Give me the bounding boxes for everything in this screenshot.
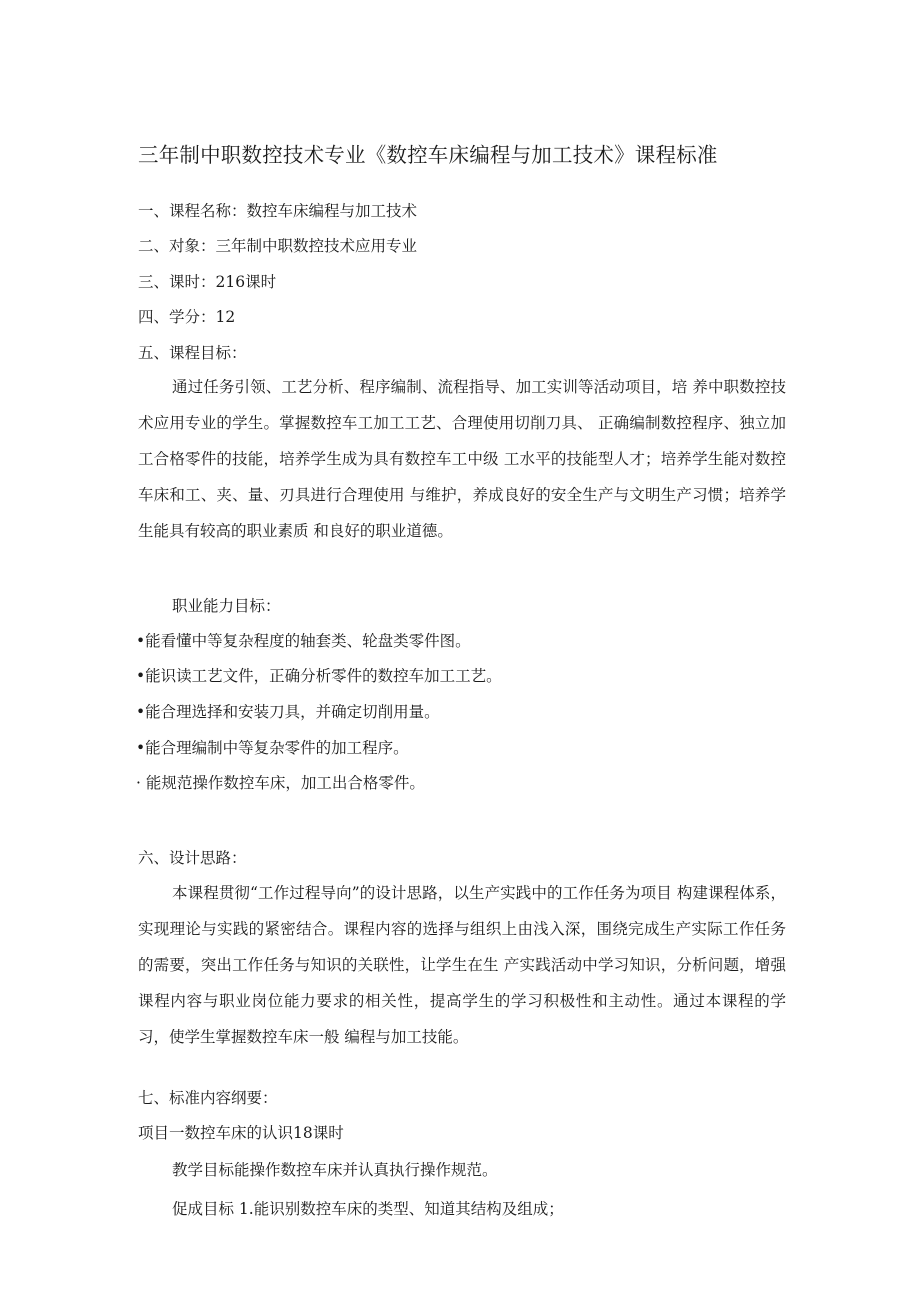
credits-line: 四、学分：12 <box>138 308 236 326</box>
content-heading: 七、标准内容纲要： <box>138 1089 278 1107</box>
ability-item: •能合理选择和安装刀具，并确定切削用量。 <box>136 703 440 721</box>
design-heading: 六、设计思路： <box>138 849 247 867</box>
objectives-paragraph <box>138 369 786 549</box>
objectives-text: 通过任务引领、工艺分析、程序编制、流程指导、加工实训等活动项目，培 养中职数控技术应用专业的学生。掌握数控车工加工工艺、合理使用切削刀具、 正确编制数控程序、独立加工合格零件的技能，培养学生成为具有数控车工中级 工水平的技能型人才；培养学生能对数控车床和工、夹、量、刃具进行合理使用 与维护，养成良好的安全生产与文明生产习惯；培养学生能具有较高的职业素质 和良好的职业道德。 <box>138 378 786 540</box>
hours-line: 三、课时：216课时 <box>138 273 277 291</box>
course-name-line: 一、课程名称：数控车床编程与加工技术 <box>138 202 418 220</box>
teaching-goal-line: 教学目标能操作数控车床并认真执行操作规范。 <box>172 1161 498 1179</box>
design-text: 本课程贯彻“工作过程导向”的设计思路，以生产实践中的工作任务为项目 构建课程体系，实现理论与实践的紧密结合。课程内容的选择与组织上由浅入深，围绕完成生产实际工作任务的需要，突出工作任务与知识的关联性，让学生在生 产实践活动中学习知识，分析问题，增强课程内容与职业岗位能力要求的相关性，提高学生的学习积极性和主动性。通过本课程的学习，使学生掌握数控车床一般 编程与加工技能。 <box>138 884 786 1046</box>
design-paragraph <box>138 875 786 1055</box>
ability-item: •能合理编制中等复杂零件的加工程序。 <box>136 739 409 757</box>
ability-item: •能识读工艺文件，正确分析零件的数控车加工工艺。 <box>136 667 502 685</box>
promote-goal-line: 促成目标 1.能识别数控车床的类型、知道其结构及组成； <box>172 1200 564 1218</box>
ability-heading: 职业能力目标： <box>172 597 281 615</box>
objectives-heading: 五、课程目标： <box>138 344 247 362</box>
target-line: 二、对象：三年制中职数控技术应用专业 <box>138 237 418 255</box>
project-one-line: 项目一数控车床的认识18课时 <box>138 1124 344 1142</box>
ability-item: · 能规范操作数控车床，加工出合格零件。 <box>136 774 425 792</box>
page-title: 三年制中职数控技术专业《数控车床编程与加工技术》课程标准 <box>138 143 718 167</box>
ability-item: •能看懂中等复杂程度的轴套类、轮盘类零件图。 <box>136 632 471 650</box>
